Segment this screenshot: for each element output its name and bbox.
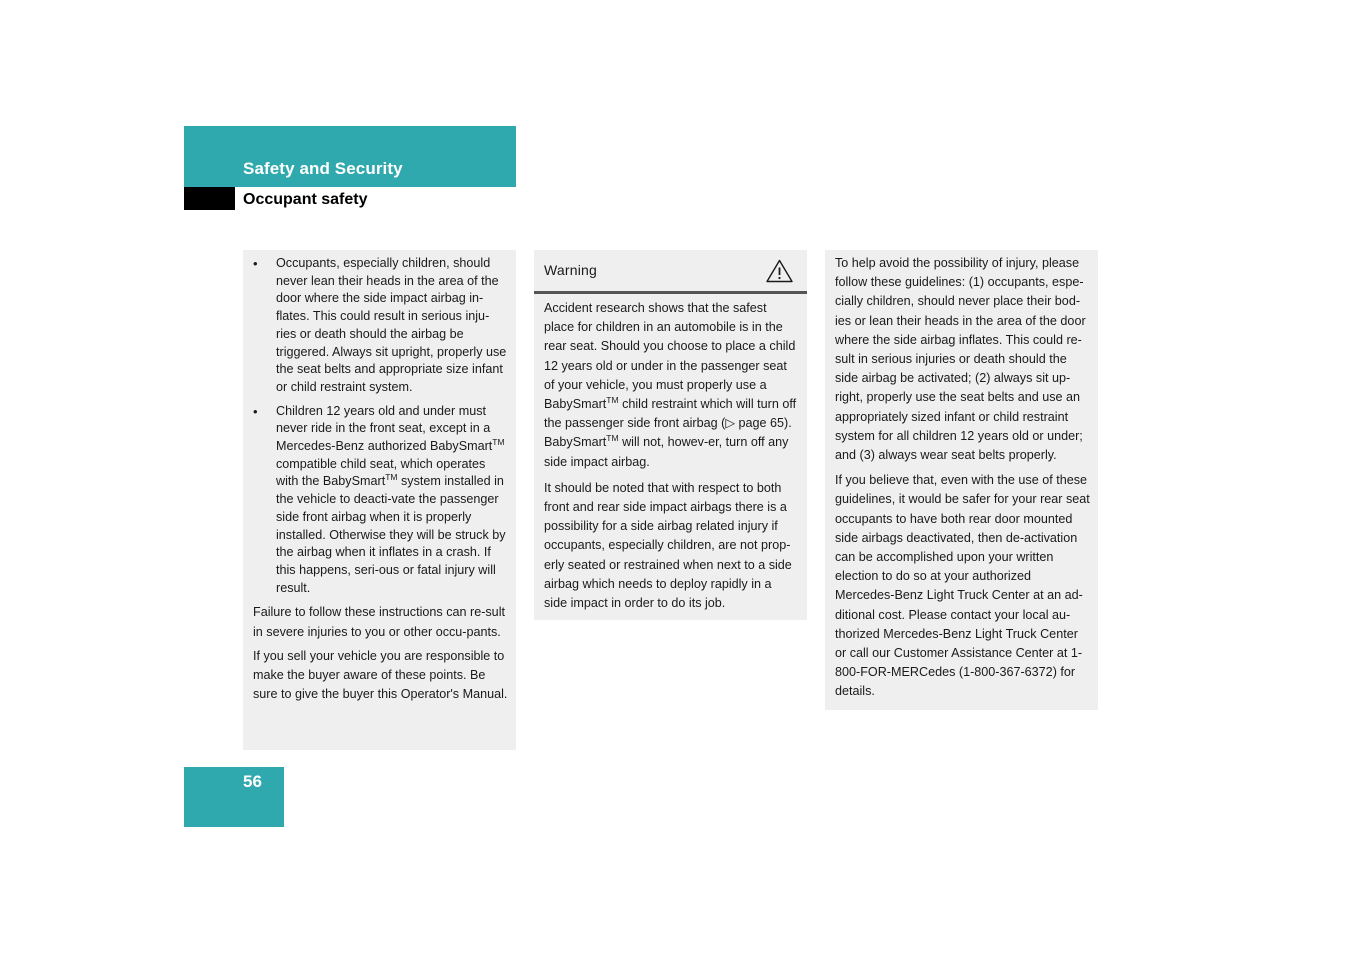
trademark-mark: TM: [492, 436, 505, 447]
page-reference-arrow-icon: ▷: [725, 416, 736, 431]
warning-paragraph: It should be noted that with respect to both front and rear side impact airbags there is a possibility for a side airbag related injury if occupants, especially children, are not prop-erly seated or restrained when next to a side airbag which needs to deploy rapidly in a side impact in order to do its job.: [544, 480, 792, 611]
trademark-mark: TM: [385, 472, 398, 483]
bullet-text: compatible child seat, which operates with the BabySmart: [276, 456, 486, 489]
bullet-text: Occupants, especially children, should never lean their heads in the area of the door where the side impact airbag in-flates. This could result in serious inju-ries or death should the airbag be triggered. Always sit upright, properly use the seat belts and appropriate size infant or child restraint system.: [276, 256, 507, 394]
body-paragraph: If you sell your vehicle you are responsible to make the buyer aware of these points. Be sure to give the buyer this Operator's Manual.: [253, 648, 508, 702]
body-paragraph: If you believe that, even with the use of these guidelines, it would be safer for your rear seat occupants to have both rear door mounted side airbags deactivated, then de-activation can be accomplished upon your written election to do so at your authorized Mercedes-Benz Light Truck Center at an ad-ditional cost. Please contact your local au-thorized Mercedes-Benz Light Truck Center or call our Customer Assistance Center at 1-800-FOR-MERCedes (1-800-367-6372) for details.: [835, 473, 1090, 699]
bullet-text: Children 12 years old and under must never ride in the front seat, except in a Mercedes-Benz authorized BabySmart: [276, 403, 493, 454]
page-number-band: [184, 767, 284, 827]
warning-paragraph: [544, 299, 797, 472]
body-paragraph: To help avoid the possibility of injury, please follow these guidelines: (1) occupants, espe-cially children, should never place their bod-ies or lean their heads in the area of the door where the side airbag inflates. This could re-sult in serious injuries or death should the side airbag be activated; (2) always sit up-right, properly use the seat belts and use an appropriately sized infant or child restraint system for all children 12 years old or under; and (3) always wear seat belts properly.: [835, 256, 1086, 463]
subsection-title: Occupant safety: [243, 191, 368, 208]
trademark-mark: TM: [606, 394, 619, 405]
bullet-list: [253, 255, 508, 597]
warning-box: [534, 250, 807, 620]
warning-header: [534, 250, 807, 294]
left-column-panel: [243, 250, 516, 750]
trademark-mark: TM: [606, 433, 619, 444]
list-item: [253, 403, 508, 598]
warning-triangle-icon: [766, 259, 793, 283]
list-item: [253, 255, 508, 397]
warning-text: Accident research shows that the safest place for children in an automobile is in the rear seat. Should you choose to place a child 12 years old or under in the passenger seat of your vehicle, you must properly use a BabySmart: [544, 301, 796, 412]
section-title: Safety and Security: [243, 159, 403, 178]
warning-body: [534, 294, 807, 613]
bullet-text: system installed in the vehicle to deacti-vate the passenger side front airbag when it is properly installed. Otherwise they will be struck by the airbag when it inflates in a crash. If this happens, seri-ous or fatal injury will result.: [276, 474, 506, 595]
warning-text: will not, howev-er, turn off any side impact airbag.: [544, 435, 789, 469]
section-marker-tab: [184, 187, 235, 210]
page-number: 56: [243, 772, 262, 791]
warning-label: Warning: [544, 262, 598, 278]
body-paragraph: Failure to follow these instructions can re-sult in severe injuries to you or other occu-pants.: [253, 605, 505, 639]
warning-text: child restraint which will turn off the passenger side front airbag (: [544, 397, 797, 431]
right-column-panel: [825, 250, 1098, 710]
warning-text: page 65). BabySmart: [544, 416, 792, 450]
